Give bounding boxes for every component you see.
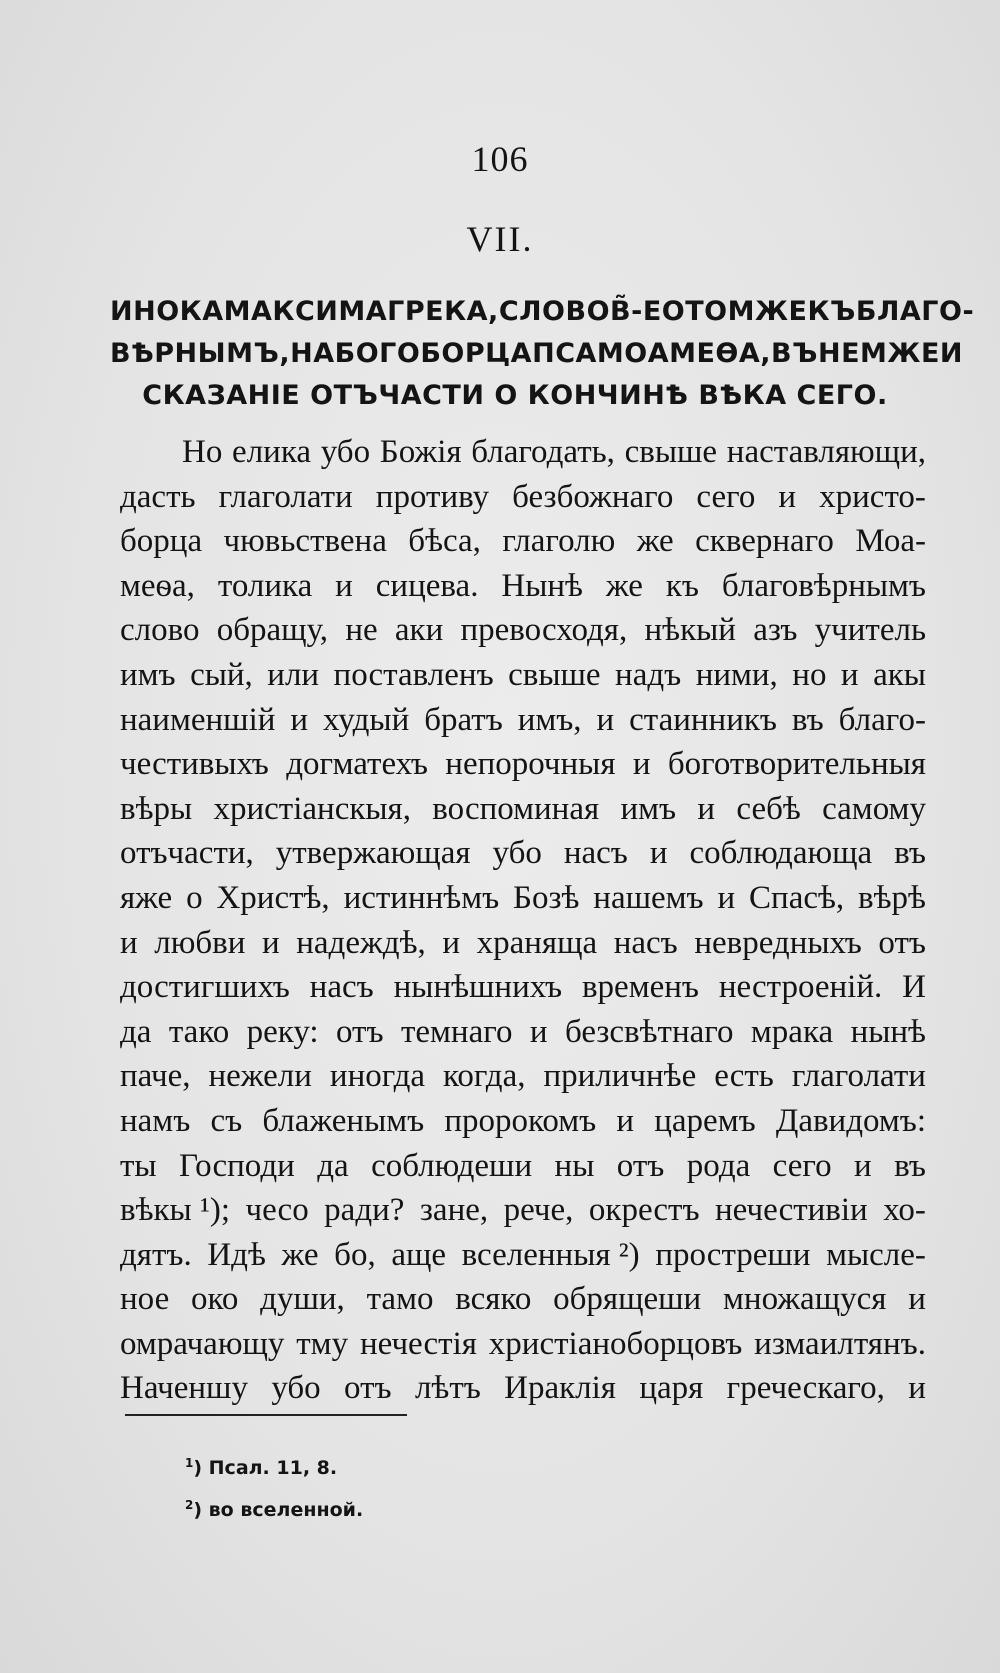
word: соблюдеши	[371, 1147, 533, 1184]
word: свыше	[624, 434, 718, 470]
word: да	[317, 1147, 349, 1184]
heading-word: НА	[290, 338, 335, 369]
word: хо-	[883, 1192, 926, 1229]
chapter-heading	[110, 291, 975, 417]
word: мысле-	[826, 1236, 926, 1273]
text-line	[120, 876, 926, 921]
footnote	[185, 1487, 363, 1529]
body-text	[120, 430, 926, 1411]
word: любви	[154, 924, 246, 961]
footnote-separator	[125, 1414, 407, 1416]
word: иногда	[329, 1058, 426, 1095]
word: нынѣшнихъ	[393, 969, 563, 1006]
word: благодать,	[471, 434, 615, 470]
word: убо	[492, 835, 542, 872]
heading-word: ИНОКА	[110, 296, 224, 327]
word: невредныхъ	[694, 924, 862, 961]
word: мрака	[750, 1013, 834, 1050]
text-line	[120, 1188, 926, 1233]
heading-line	[110, 291, 975, 333]
word: есть	[714, 1058, 774, 1095]
word: или	[267, 656, 320, 693]
word: непорочныя	[445, 746, 616, 783]
word: учитель	[814, 612, 926, 649]
word: отъ	[616, 1147, 665, 1184]
text-line	[120, 1054, 926, 1099]
word: боготворительныя	[667, 746, 926, 783]
word: въ	[791, 701, 824, 738]
footnote-text: ) во вселенной.	[193, 1499, 364, 1521]
text-line	[120, 698, 926, 743]
footnote-text: ) Псал. 11, 8.	[193, 1457, 338, 1479]
chapter-number: VII.	[466, 219, 534, 259]
word: насъ	[309, 969, 374, 1006]
word: къ	[665, 567, 699, 604]
word: себѣ	[736, 790, 801, 827]
word: догматехъ	[286, 746, 428, 783]
text-line	[120, 430, 926, 475]
word: реку:	[246, 1013, 319, 1050]
text-line	[120, 921, 926, 966]
word: наименшій	[120, 701, 276, 738]
word: нечестивіи	[715, 1192, 868, 1229]
word: сего	[772, 1147, 832, 1184]
footnotes	[185, 1445, 363, 1529]
word: воспоминая	[432, 790, 600, 827]
word: нежели	[208, 1058, 312, 1095]
word: елика	[232, 434, 312, 470]
word: Ираклія	[504, 1370, 616, 1407]
word: слово	[120, 612, 200, 649]
word: вселенныя ²)	[461, 1236, 640, 1273]
word: зане,	[419, 1192, 489, 1229]
text-line	[120, 1144, 926, 1189]
word: Христѣ,	[216, 879, 330, 916]
word: и	[442, 924, 460, 961]
word: акы	[873, 656, 926, 693]
word: и	[649, 835, 668, 872]
word: въ	[894, 835, 926, 872]
word: не	[345, 612, 378, 649]
word: тако	[168, 1013, 230, 1050]
word: же	[605, 567, 643, 604]
word: ними,	[695, 656, 778, 693]
heading-word: И	[939, 338, 964, 369]
text-line	[120, 831, 926, 876]
word: глаголати	[218, 478, 353, 515]
word: дасть	[120, 478, 196, 515]
word: азъ	[753, 612, 798, 649]
word: темнаго	[400, 1013, 513, 1050]
word: И	[902, 969, 926, 1006]
word: множащуся	[723, 1281, 887, 1318]
word: обрящеши	[553, 1281, 702, 1318]
word: паче,	[120, 1058, 191, 1095]
word: же	[281, 1236, 319, 1273]
word: яже	[120, 879, 173, 916]
word: и	[778, 478, 797, 515]
word: въ	[894, 1147, 926, 1184]
word: соблюдающа	[689, 835, 873, 872]
word: имъ,	[517, 701, 582, 738]
word: чювьствена	[223, 523, 387, 560]
word: Моа-	[855, 523, 926, 560]
text-line	[120, 742, 926, 787]
word: храняща	[476, 924, 598, 961]
word: и	[908, 1370, 926, 1407]
word: Давидомъ:	[775, 1102, 926, 1139]
heading-word: ВЪ	[771, 338, 818, 369]
word: о	[186, 879, 203, 916]
word: и	[697, 790, 716, 827]
word: нѣкый	[644, 612, 736, 649]
word: но	[792, 656, 827, 693]
text-line	[120, 965, 926, 1010]
word: души,	[260, 1281, 345, 1318]
word: убо	[320, 434, 371, 470]
word: временъ	[581, 969, 699, 1006]
word: сего	[696, 478, 756, 515]
heading-word: ПСА	[532, 338, 597, 369]
word: честивыхъ	[120, 746, 269, 783]
word: омрачающу	[120, 1325, 285, 1362]
word: отъ	[878, 924, 926, 961]
word: вѣры	[120, 790, 193, 827]
word: и	[854, 1147, 872, 1184]
word: и	[335, 567, 353, 604]
word: же	[636, 523, 674, 560]
word: безбожнаго	[512, 478, 674, 515]
text-line	[120, 564, 926, 609]
word: Господи	[179, 1147, 295, 1184]
word: лѣтъ	[414, 1370, 481, 1407]
word: Нынѣ	[501, 567, 583, 604]
heading-word: СЛОВО	[498, 296, 611, 327]
word: надъ	[615, 656, 682, 693]
word: нестроеній.	[718, 969, 883, 1006]
word: и	[616, 1102, 635, 1139]
word: сицева.	[375, 567, 479, 604]
word: Божія	[379, 434, 462, 470]
word: греческаго,	[726, 1370, 885, 1407]
word: обращу,	[216, 612, 329, 649]
word: царемъ	[654, 1102, 756, 1139]
text-line	[120, 1322, 926, 1367]
text-line	[120, 475, 926, 520]
heading-word: О	[661, 296, 686, 327]
word: глаголю	[502, 523, 616, 560]
footnote-mark: 2	[185, 1498, 194, 1512]
word: благовѣрнымъ	[721, 567, 926, 604]
heading-word: ВѢРНЫМЪ,	[110, 338, 291, 369]
word: превосходя,	[460, 612, 628, 649]
word: чесо	[245, 1192, 309, 1229]
word: глаголати	[791, 1058, 926, 1095]
word: да	[120, 1013, 152, 1050]
word: отъчасти,	[120, 835, 254, 872]
word: сый,	[190, 656, 253, 693]
word: достигшихъ	[120, 969, 290, 1006]
heading-word: МАКСИМА	[223, 296, 388, 327]
word: когда,	[443, 1058, 526, 1095]
word: наставляющи,	[726, 434, 926, 470]
word: блаженымъ	[262, 1102, 425, 1139]
word: и	[261, 924, 280, 961]
word: пророкомъ	[444, 1102, 597, 1139]
word: свыше	[508, 656, 601, 693]
word: худый	[322, 701, 410, 738]
word: толика	[217, 567, 313, 604]
word: и	[529, 1013, 548, 1050]
word: христіаноборцовъ	[488, 1325, 743, 1362]
heading-word: НЕМЖЕ	[818, 338, 940, 369]
heading-word: В̃-Е	[610, 296, 662, 327]
word: нашемъ	[593, 879, 704, 916]
word: вѣкы ¹);	[120, 1192, 231, 1229]
word: имъ	[620, 790, 677, 827]
word: и	[840, 656, 859, 693]
word: насъ	[613, 924, 678, 961]
word: окрестъ	[588, 1192, 700, 1229]
word: приличнѣе	[543, 1058, 697, 1095]
word: и	[717, 879, 736, 916]
word: бѣса,	[408, 523, 481, 560]
page-number: 106	[471, 139, 529, 179]
heading-line	[110, 333, 964, 375]
text-line	[120, 1366, 926, 1411]
word: христіанскыя,	[213, 790, 411, 827]
heading-word: ТОМЖЕ	[685, 296, 808, 327]
word: царя	[639, 1370, 704, 1407]
word: насъ	[563, 835, 628, 872]
heading-word: БОГОБОРЦА	[334, 338, 533, 369]
heading-word: МОАМЕѲА,	[596, 338, 772, 369]
word: противу	[375, 478, 490, 515]
word: поставленъ	[333, 656, 494, 693]
word: ты	[120, 1147, 157, 1184]
word: око	[191, 1281, 239, 1318]
word: Бозѣ	[513, 879, 580, 916]
word: и	[120, 924, 138, 961]
text-line	[120, 1099, 926, 1144]
word: рода	[686, 1147, 751, 1184]
word: отъ	[344, 1370, 392, 1407]
word: простреши	[655, 1236, 811, 1273]
word: безсвѣтнаго	[564, 1013, 734, 1050]
word: имъ	[120, 656, 176, 693]
word: ное	[120, 1281, 170, 1318]
word: аки	[394, 612, 444, 649]
word: рече,	[503, 1192, 574, 1229]
word: вѣрѣ	[858, 879, 926, 916]
text-line	[120, 653, 926, 698]
word: самому	[822, 790, 926, 827]
footnote-mark: 1	[185, 1456, 194, 1470]
word: и	[290, 701, 309, 738]
text-line	[120, 1233, 926, 1278]
word: братъ	[424, 701, 503, 738]
word: дятъ.	[120, 1236, 192, 1273]
word: надеждѣ,	[296, 924, 426, 961]
word: Наченшу	[120, 1370, 248, 1407]
text-line	[120, 787, 926, 832]
word: христо-	[819, 478, 926, 515]
word: ради?	[324, 1192, 405, 1229]
word: благо-	[838, 701, 926, 738]
word: измаилтянъ.	[754, 1325, 926, 1362]
word: истиннѣмъ	[343, 879, 500, 916]
word: и	[632, 746, 651, 783]
word: борца	[120, 523, 203, 560]
word: намъ	[120, 1102, 191, 1139]
heading-word: ГРЕКА,	[387, 296, 499, 327]
text-line	[120, 1277, 926, 1322]
word: и	[908, 1281, 926, 1318]
heading-word: КЪ	[807, 296, 856, 327]
word: тамо	[366, 1281, 434, 1318]
text-line	[120, 519, 926, 564]
word: меѳа,	[120, 567, 195, 604]
heading-word: БЛАГО-	[855, 296, 975, 327]
word: съ	[210, 1102, 243, 1139]
word: тму	[296, 1325, 349, 1362]
word: нынѣ	[850, 1013, 926, 1050]
footnote	[185, 1445, 363, 1487]
heading-word: СКАЗАНІЕ ОТЪЧАСТИ О КОНЧИНѢ ВѢКА СЕГО.	[142, 380, 888, 411]
word: Спасѣ,	[749, 879, 845, 916]
word: нечестія	[359, 1325, 477, 1362]
word: стаинникъ	[629, 701, 777, 738]
word: ны	[554, 1147, 595, 1184]
text-line	[120, 608, 926, 653]
word: сквернаго	[695, 523, 834, 560]
word: утвержающая	[275, 835, 471, 872]
text-line	[120, 1010, 926, 1055]
word: всяко	[455, 1281, 532, 1318]
word: и	[596, 701, 615, 738]
word: Идѣ	[207, 1236, 266, 1273]
word: убо	[271, 1370, 321, 1407]
word: отъ	[335, 1013, 384, 1050]
word: Но	[182, 434, 223, 470]
heading-line	[110, 375, 920, 417]
word: аще	[391, 1236, 447, 1273]
word: бо,	[334, 1236, 376, 1273]
